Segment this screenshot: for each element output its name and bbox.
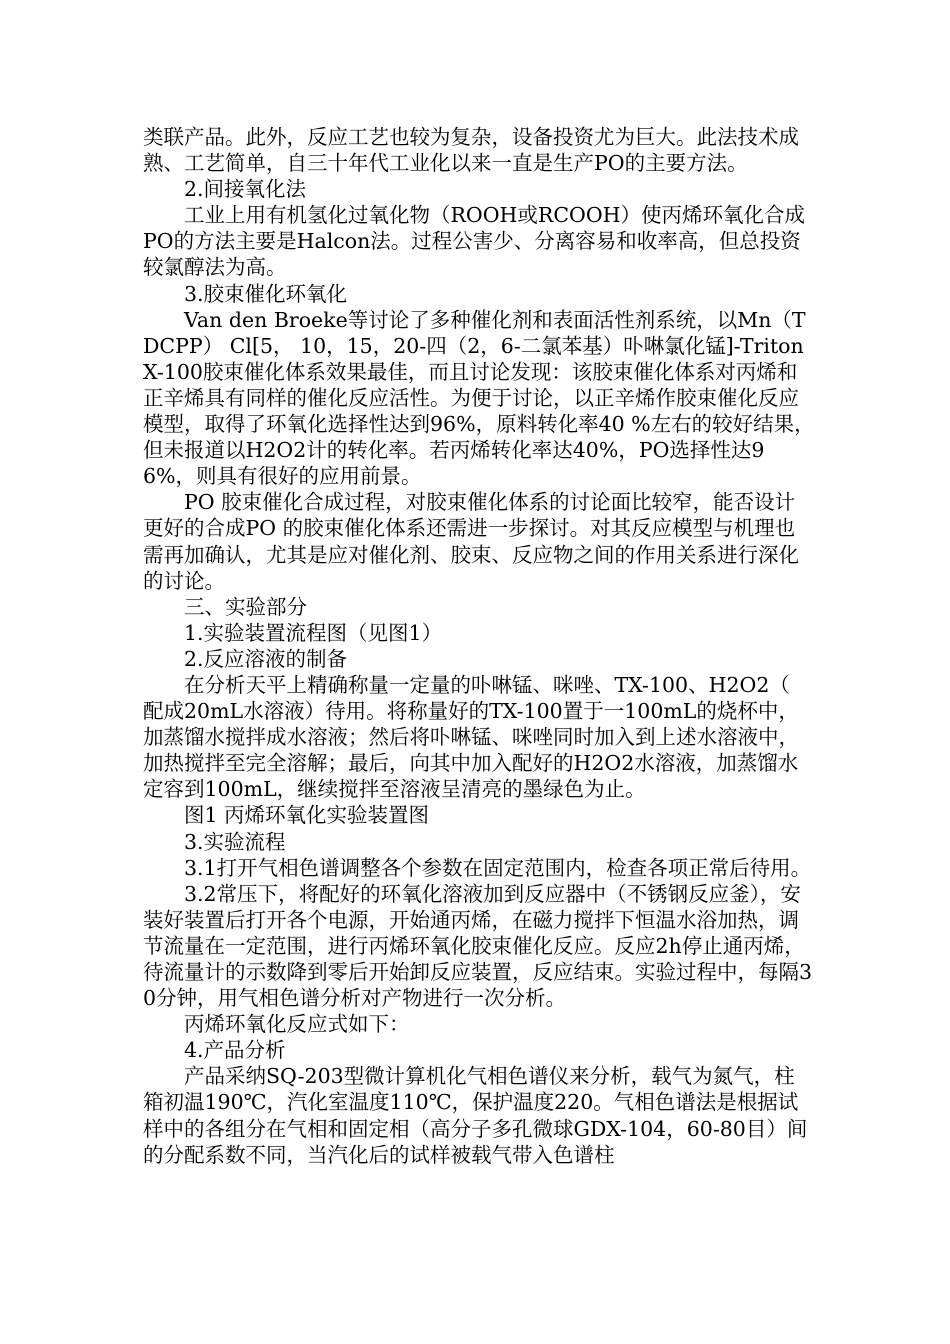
section-heading-experimental: 三、实验部分 bbox=[184, 594, 307, 619]
section-heading-indirect-oxidation: 2.间接氧化法 bbox=[184, 177, 307, 202]
subheading-solution-preparation: 2.反应溶液的制备 bbox=[184, 646, 348, 671]
figure-caption: 图1 丙烯环氧化实验装置图 bbox=[184, 803, 430, 828]
paragraph-halcon-method: 工业上用有机氢化过氧化物（ROOH或RCOOH）使丙烯环氧化合成PO的方法主要是Halcon法。过程公害少、分离容易和收率高，但总投资较氯醇法为高。 bbox=[143, 203, 806, 280]
paragraph-reaction-equation: 丙烯环氧化反应式如下： bbox=[184, 1012, 410, 1037]
subheading-product-analysis: 4.产品分析 bbox=[184, 1038, 286, 1063]
paragraph-step-3-1: 3.1打开气相色谱调整各个参数在固定范围内，检查各项正常后待用。 bbox=[184, 855, 812, 880]
subheading-experimental-procedure: 3.实验流程 bbox=[184, 829, 286, 854]
section-heading-micellar-catalysis: 3.胶束催化环氧化 bbox=[184, 281, 348, 306]
paragraph-solution-preparation: 在分析天平上精确称量一定量的卟啉锰、咪唑、TX-100、H2O2（ 配成20mL水溶液）待用。将称量好的TX-100置于一100mL的烧杯中，加蒸馏水搅拌成水溶液；然后将卟啉锰、咪唑同时加入到上述水溶液中，加热搅拌至完全溶解；最后，向其中加入配好的H2O2水溶液，加蒸馏水定容到100mL，继续搅拌至溶液呈清亮的墨绿色为止。 bbox=[143, 672, 799, 802]
paragraph-micellar-discussion: PO 胶束催化合成过程，对胶束催化体系的讨论面比较窄，能否设计更好的合成PO 的胶束催化体系还需进一步探讨。对其反应模型与机理也需再加确认，尤其是应对催化剂、胶束、反应物之间的作用关系进行深化的讨论。 bbox=[143, 490, 799, 593]
paragraph-intro-continuation: 类联产品。此外，反应工艺也较为复杂，设备投资尤为巨大。此法技术成熟、工艺简单，自三十年代工业化以来一直是生产PO的主要方法。 bbox=[143, 125, 799, 176]
paragraph-step-3-2: 3.2常压下，将配好的环氧化溶液加到反应器中（不锈钢反应釜），安装好装置后打开各个电源，开始通丙烯，在磁力搅拌下恒温水浴加热，调节流量在一定范围，进行丙烯环氧化胶束催化反应。反应2h停止通丙烯，待流量计的示数降到零后开始卸反应装置，反应结束。实验过程中，每隔30分钟，用气相色谱分析对产物进行一次分析。 bbox=[143, 881, 813, 1011]
document-body bbox=[143, 124, 815, 1168]
paragraph-product-analysis: 产品采纳SQ-203型微计算机化气相色谱仪来分析，载气为氮气，柱箱初温190℃，汽化室温度110℃，保护温度220。气相色谱法是根据试样中的各组分在气相和固定相（高分子多孔微球GDX-104，60-80目）间的分配系数不同，当汽化后的试样被载气带入色谱柱 bbox=[143, 1064, 808, 1167]
paragraph-van-den-broeke: Van den Broeke等讨论了多种催化剂和表面活性剂系统，以Mn（TDCPP） Cl[5， 10，15，20-四（2，6-二氯苯基）卟啉氯化锰]-Triton X-100胶束催化体系效果最佳，而且讨论发现：该胶束催化体系对丙烯和正辛烯具有同样的催化反应活性。为便于讨论，以正辛烯作胶束催化反应模型，取得了环氧化选择性达到96%，原料转化率40 %左右的较好结果，但未报道以H2O2计的转化率。若丙烯转化率达40%，PO选择性达96%，则具有很好的应用前景。 bbox=[143, 307, 815, 489]
subheading-apparatus-flowchart: 1.实验装置流程图（见图1） bbox=[184, 620, 443, 645]
